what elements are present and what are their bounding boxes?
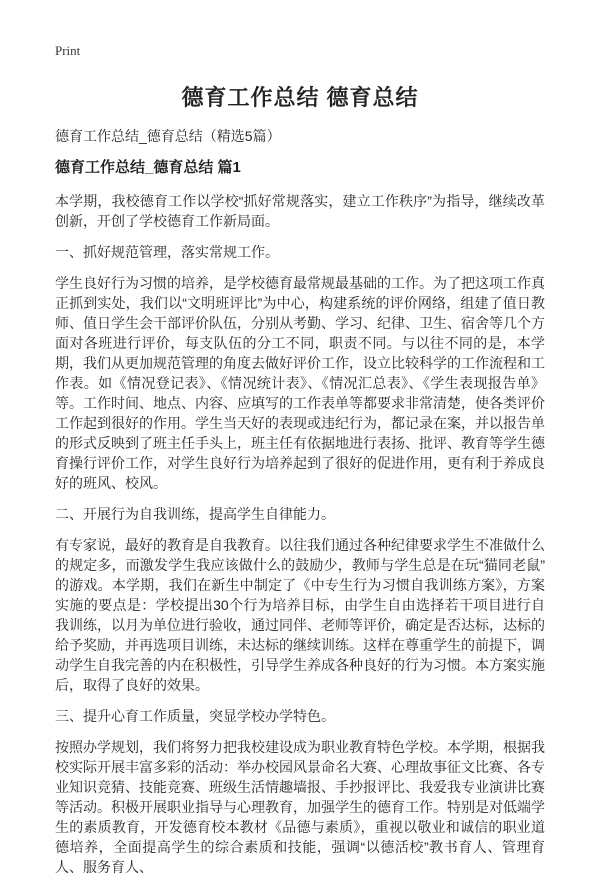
paragraph-section-3: 按照办学规划，我们将努力把我校建设成为职业教育特色学校。本学期，根据我校实际开展丰富多彩的活动：举办校园风景命名大赛、心理故事征文比赛、各专业知识竞猜、技能竞赛、班级生活情趣墙报、手抄报评比、我爱我专业演讲比赛等活动。积极开展职业指导与心理教育，加强学生的德育工作。特别是对低端学生的素质教育，开发德育校本教材《品德与素质》，重视以敬业和诚信的职业道德培养，全面提高学生的综合素质和技能，强调“以德活校”教书育人、管理育人、服务育人、 [55, 739, 545, 875]
paragraph-section-1: 学生良好行为习惯的培养，是学校德育最常规最基础的工作。为了把这项工作真正抓到实处，我们以“文明班评比”为中心，构建系统的评价网络，组建了值日教师、值日学生会干部评价队伍，分别从考勤、学习、纪律、卫生、宿舍等几个方面对各班进行评价，每支队伍的分工不同，职责不同。与以往不同的是，本学期，我们从更加规范管理的角度去做好评价工作，设立比较科学的工作流程和工作表。如《情况登记表》、《情况统计表》、《情况汇总表》、《学生表现报告单》等。工作时间、地点、内容、应填写的工作表单等都要求非常清楚，使各类评价工作起到很好的作用。学生当天好的表现或违纪行为，都记录在案，并以报告单的形式反映到了班主任手头上，班主任有依据地进行表扬、批评、教育等学生德育操行评价工作，对学生良好行为培养起到了很好的促进作用，更有利于养成良好的班风、校风。 [55, 275, 545, 491]
subsection-heading-2: 二、开展行为自我训练，提高学生自律能力。 [55, 506, 335, 522]
subsection-heading-3: 三、提升心育工作质量，突显学校办学特色。 [55, 708, 335, 724]
paragraph-intro: 本学期，我校德育工作以学校“抓好常规落实，建立工作秩序”为指导，继续改革创新，开创了学校德育工作新局面。 [55, 193, 545, 229]
subsection-heading-1: 一、抓好规范管理，落实常规工作。 [55, 244, 279, 260]
print-link[interactable]: Print [55, 43, 81, 58]
page-title: 德育工作总结 德育总结 [181, 85, 419, 110]
paragraph-section-2: 有专家说，最好的教育是自我教育。以往我们通过各种纪律要求学生不准做什么的规定多，而激发学生我应该做什么的鼓励少，教师与学生总是在玩“猫同老鼠”的游戏。本学期，我们在新生中制定了《中专生行为习惯自我训练方案》，方案实施的要点是：学校提出30个行为培养目标，由学生自由选择若干项目进行自我训练，以月为单位进行验收，通过同伴、老师等评价，确定是否达标，达标的给予奖励，并再选项目训练，未达标的继续训练。这样在尊重学生的前提下，调动学生自我完善的内在积极性，引导学生养成各种良好的行为习惯。本方案实施后，取得了良好的效果。 [55, 537, 545, 693]
document-subtitle: 德育工作总结_德育总结（精选5篇） [55, 128, 281, 144]
article-section-heading: 德育工作总结_德育总结 篇1 [55, 159, 241, 176]
